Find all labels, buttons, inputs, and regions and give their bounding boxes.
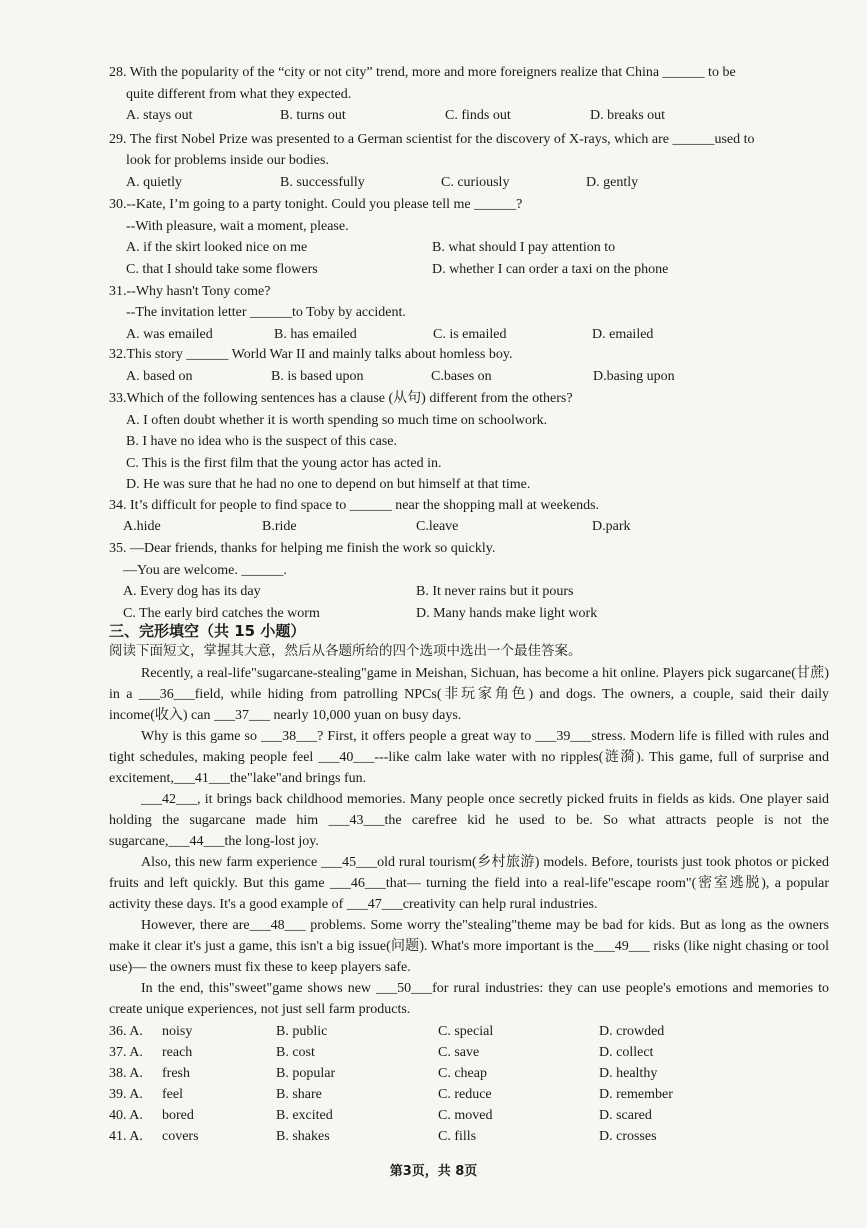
cloze-39-option-d: D. remember (599, 1087, 673, 1102)
q35-stem-cont: —You are welcome. ______. (123, 563, 287, 578)
q35-option-d: D. Many hands make light work (416, 606, 598, 621)
q34-stem: 34. It’s difficult for people to find space to ______ near the shopping mall at weekends. (109, 498, 600, 513)
q32-stem: 32.This story ______ World War II and mainly talks about homless boy. (109, 347, 513, 362)
q34-option-d: D.park (592, 519, 631, 534)
q34-option-b: B.ride (262, 519, 297, 534)
q35-option-a: A. Every dog has its day (123, 584, 261, 599)
cloze-36-option-c: C. special (438, 1024, 494, 1039)
cloze-38-option-c: C. cheap (438, 1066, 487, 1081)
cloze-41-option-d: D. crosses (599, 1129, 657, 1144)
q29-option-d: D. gently (586, 175, 639, 190)
passage-paragraph-1: Recently, a real-life"sugarcane-stealing"game in Meishan, Sichuan, has become a hit online. Players pick sugarcane(甘蔗) in a ___36___field, while hiding from patrolling NPCs(非玩家角色) and dogs. The owners, a couple, said their daily income(收入) can ___37___ nearly 10,000 yuan on busy days. (109, 666, 829, 723)
cloze-39-option-a: feel (162, 1087, 183, 1102)
cloze-36-option-d: D. crowded (599, 1024, 665, 1039)
cloze-38-option-d: D. healthy (599, 1066, 658, 1081)
q28-option-a: A. stays out (126, 108, 193, 123)
q32-option-c: C.bases on (431, 369, 492, 384)
q28-option-c: C. finds out (445, 108, 511, 123)
q29-option-a: A. quietly (126, 175, 182, 190)
cloze-40-number: 40. A. (109, 1108, 143, 1123)
passage-paragraph-2: Why is this game so ___38___? First, it offers people a great way to ___39___stress. Modern life is filled with rules and tight schedules, making people feel ___40___---like calm lake water with no ripples(涟漪). This game, full of surprise and excitement,___41___the"lake"and brings fun. (109, 729, 829, 786)
q28-stem-cont: quite different from what they expected. (126, 87, 352, 102)
q35-option-b: B. It never rains but it pours (416, 584, 574, 599)
q32-option-a: A. based on (126, 369, 193, 384)
cloze-41-option-c: C. fills (438, 1129, 477, 1144)
cloze-37-option-a: reach (162, 1045, 193, 1060)
q30-option-b: B. what should I pay attention to (432, 240, 616, 255)
page-footer: 第3页，共 8页 (389, 1164, 478, 1179)
q29-stem-cont: look for problems inside our bodies. (126, 153, 329, 168)
cloze-36-option-a: noisy (162, 1024, 193, 1039)
q30-stem: 30.--Kate, I’m going to a party tonight. Could you please tell me ______? (109, 197, 523, 212)
cloze-41-option-b: B. shakes (276, 1129, 330, 1144)
cloze-41-option-a: covers (162, 1129, 199, 1144)
cloze-40-option-c: C. moved (438, 1108, 493, 1123)
q32-option-b: B. is based upon (271, 369, 364, 384)
cloze-38-option-b: B. popular (276, 1066, 336, 1081)
q31-option-b: B. has emailed (274, 327, 357, 342)
cloze-37-number: 37. A. (109, 1045, 143, 1060)
q31-option-a: A. was emailed (126, 327, 213, 342)
q30-option-d: D. whether I can order a taxi on the phone (432, 262, 669, 277)
cloze-40-option-a: bored (162, 1108, 194, 1123)
q29-stem: 29. The first Nobel Prize was presented to a German scientist for the discovery of X-rays, which are ______used to (109, 132, 755, 147)
cloze-37-option-d: D. collect (599, 1045, 654, 1060)
cloze-39-number: 39. A. (109, 1087, 143, 1102)
q33-option-c: C. This is the first film that the young actor has acted in. (126, 456, 442, 471)
cloze-40-option-b: B. excited (276, 1108, 333, 1123)
q29-option-c: C. curiously (441, 175, 510, 190)
q33-option-d: D. He was sure that he had no one to depend on but himself at that time. (126, 477, 531, 492)
q28-option-b: B. turns out (280, 108, 346, 123)
q33-stem: 33.Which of the following sentences has a clause (从句) different from the others? (109, 391, 573, 406)
section-title: 三、完形填空（共 15 小题） (109, 622, 306, 640)
q34-option-c: C.leave (416, 519, 459, 534)
q31-option-d: D. emailed (592, 327, 654, 342)
cloze-37-option-c: C. save (438, 1045, 480, 1060)
cloze-38-option-a: fresh (162, 1066, 190, 1081)
q31-stem-cont: --The invitation letter ______to Toby by accident. (126, 305, 406, 320)
passage-paragraph-3: ___42___, it brings back childhood memories. Many people once secretly picked fruits in fields as kids. One player said holding the sugarcane made him ___43___the carefree kid he used to be. So what attracts people is not the sugarcane,___44___the long-lost joy. (109, 792, 829, 849)
cloze-36-number: 36. A. (109, 1024, 143, 1039)
q34-option-a: A.hide (123, 519, 161, 534)
passage-paragraph-6: In the end, this"sweet"game shows new ___50___for rural industries: they can use people's emotions and memories to create unique experiences, not just sell farm products. (109, 981, 829, 1017)
q33-option-b: B. I have no idea who is the suspect of this case. (126, 434, 397, 449)
q32-option-d: D.basing upon (593, 369, 675, 384)
passage-paragraph-5: However, there are___48___ problems. Some worry the"stealing"theme may be bad for kids. But as long as the owners make it clear it's just a game, this isn't a big issue(问题). What's more important is the___49___ risks (like night chasing or tool use)— the owners must fix these to keep players safe. (109, 918, 829, 975)
q31-stem: 31.--Why hasn't Tony come? (109, 284, 271, 299)
q30-stem-cont: --With pleasure, wait a moment, please. (126, 219, 349, 234)
q28-option-d: D. breaks out (590, 108, 666, 123)
q31-option-c: C. is emailed (433, 327, 507, 342)
q35-option-c: C. The early bird catches the worm (123, 606, 320, 621)
q30-option-c: C. that I should take some flowers (126, 262, 318, 277)
q30-option-a: A. if the skirt looked nice on me (126, 240, 308, 255)
cloze-40-option-d: D. scared (599, 1108, 652, 1123)
q35-stem: 35. —Dear friends, thanks for helping me finish the work so quickly. (109, 541, 496, 556)
cloze-39-option-c: C. reduce (438, 1087, 492, 1102)
q29-option-b: B. successfully (280, 175, 365, 190)
section-instruction: 阅读下面短文，掌握其大意，然后从各题所给的四个选项中选出一个最佳答案。 (109, 643, 582, 659)
cloze-36-option-b: B. public (276, 1024, 328, 1039)
passage-paragraph-4: Also, this new farm experience ___45___old rural tourism(乡村旅游) models. Before, tourists just took photos or picked fruits and left quickly. But this game ___46___that— turning the field into a real-life"escape room"(密室逃脱), a popular activity these days. It's a good example of ___47___creativity can help rural industries. (109, 855, 829, 912)
q28-stem: 28. With the popularity of the “city or not city” trend, more and more foreigners realize that China ______ to be (109, 65, 736, 80)
cloze-38-number: 38. A. (109, 1066, 143, 1081)
cloze-39-option-b: B. share (276, 1087, 322, 1102)
q33-option-a: A. I often doubt whether it is worth spending so much time on schoolwork. (126, 413, 548, 428)
cloze-41-number: 41. A. (109, 1129, 143, 1144)
cloze-37-option-b: B. cost (276, 1045, 315, 1060)
